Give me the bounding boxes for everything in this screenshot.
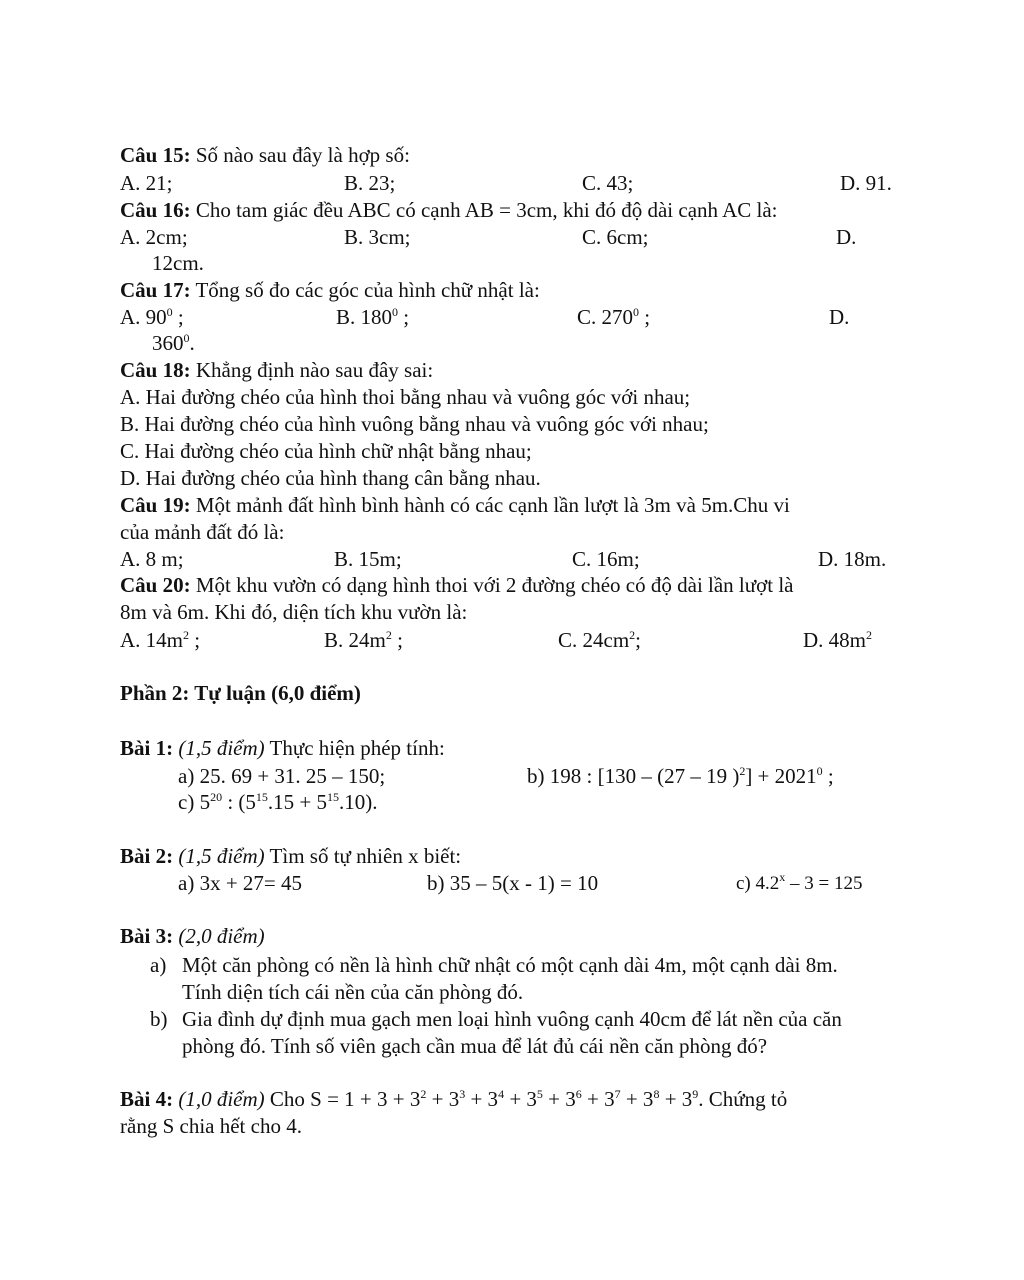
question-text-continued: 8m và 6m. Khi đó, diện tích khu vườn là: <box>120 600 468 624</box>
question-16 <box>120 197 778 224</box>
question-text-continued: của mảnh đất đó là: <box>120 520 285 544</box>
exercise-label: Bài 4: <box>120 1087 174 1111</box>
question-label: Câu 17: <box>120 278 191 302</box>
exercise-4-line-2: rằng S chia hết cho 4. <box>120 1114 302 1138</box>
exercise-text: Tìm số tự nhiên x biết: <box>264 844 462 868</box>
exercise-3-b-line-2: phòng đó. Tính số viên gạch cần mua để lát đủ cái nền căn phòng đó? <box>182 1034 768 1058</box>
option-b: B. $180^0$ ; <box>336 305 410 329</box>
section-heading: Phần 2: Tự luận (6,0 điểm) <box>120 681 361 705</box>
question-18 <box>120 357 433 384</box>
exercise-3 <box>120 923 265 950</box>
exercise-score: (1,0 điểm) <box>173 1087 265 1111</box>
question-text: Một mảnh đất hình bình hành có các cạnh lần lượt là 3m và 5m.Chu vi <box>190 493 790 517</box>
question-text: Khẳng định nào sau đây sai: <box>190 358 434 382</box>
question-label: Câu 15: <box>120 143 191 167</box>
option-d: D. <box>829 305 850 329</box>
question-20 <box>120 572 794 599</box>
option-d: D. 18m. <box>818 547 887 571</box>
question-text: Tổng số đo các góc của hình chữ nhật là: <box>190 278 540 302</box>
option-c: C. 43; <box>582 171 634 195</box>
exercise-label: Bài 2: <box>120 844 174 868</box>
question-label: Câu 18: <box>120 358 191 382</box>
question-label: Câu 20: <box>120 573 191 597</box>
option-a: A. $14m^2$ ; <box>120 628 201 652</box>
option-b: B. 15m; <box>334 547 402 571</box>
exercise-1-a: a) 25. 69 + 31. 25 – 150; <box>178 764 386 788</box>
exercise-3-a-line-2: Tính diện tích cái nền của căn phòng đó. <box>182 980 524 1004</box>
exercise-score: (2,0 điểm) <box>173 924 265 948</box>
question-text: Số nào sau đây là hợp số: <box>190 143 410 167</box>
exercise-score: (1,5 điểm) <box>173 736 265 760</box>
question-19 <box>120 492 790 519</box>
exercise-3-a-line-1: Một căn phòng có nền là hình chữ nhật có một cạnh dài 4m, một cạnh dài 8m. <box>182 953 838 977</box>
option-c: C. $270^0$ ; <box>577 305 651 329</box>
exercise-2-b: b) 35 – 5(x - 1) = 10 <box>427 871 599 895</box>
option-a: A. 2cm; <box>120 225 188 249</box>
option-d-continued: 12cm. <box>152 251 204 275</box>
exercise-2-a: a) 3x + 27= 45 <box>178 871 303 895</box>
option-d: D. Hai đường chéo của hình thang cân bằng nhau. <box>120 466 541 490</box>
question-17 <box>120 277 540 304</box>
exercise-text: Cho $S = 1 + 3 + 3^2 + 3^3 + 3^4 + 3^5 + 3^6 + 3^7 + 3^8 + 3^9$. Chứng tỏ <box>264 1087 788 1111</box>
exercise-text: Thực hiện phép tính: <box>264 736 445 760</box>
option-b: B. 23; <box>344 171 396 195</box>
exercise-3-b-line-1: Gia đình dự định mua gạch men loại hình vuông cạnh 40cm để lát nền của căn <box>182 1007 842 1031</box>
exercise-label: Bài 1: <box>120 736 174 760</box>
option-b: B. $24m^2$ ; <box>324 628 403 652</box>
question-label: Câu 16: <box>120 198 191 222</box>
exercise-2 <box>120 843 461 870</box>
question-15 <box>120 142 410 169</box>
option-b: B. Hai đường chéo của hình vuông bằng nhau và vuông góc với nhau; <box>120 412 709 436</box>
exercise-label: Bài 3: <box>120 924 174 948</box>
question-text: Một khu vườn có dạng hình thoi với 2 đường chéo có độ dài lần lượt là <box>190 573 794 597</box>
option-a: A. 21; <box>120 171 173 195</box>
exercise-4 <box>120 1086 787 1113</box>
exercise-1 <box>120 735 445 762</box>
option-d: D. $48m^2$ <box>803 628 872 652</box>
option-d: D. <box>836 225 857 249</box>
question-label: Câu 19: <box>120 493 191 517</box>
question-text: Cho tam giác đều ABC có cạnh AB = 3cm, khi đó độ dài cạnh AC là: <box>190 198 778 222</box>
option-a: A. 8 m; <box>120 547 184 571</box>
option-b: B. 3cm; <box>344 225 411 249</box>
exercise-3-b-marker: b) <box>150 1007 168 1031</box>
option-a: A. $90^0$ ; <box>120 305 184 329</box>
exercise-1-c: c) $5^{20}$ : $(5^{15}.15 + 5^{15}.10)$. <box>178 790 378 814</box>
option-d: D. 91. <box>840 171 892 195</box>
option-c: C. $24cm^2$; <box>558 628 642 652</box>
option-a: A. Hai đường chéo của hình thoi bằng nhau và vuông góc với nhau; <box>120 385 691 409</box>
exercise-1-b: b) 198 : [130 – (27 – 19 )$^2] + 2021^0$ ; <box>527 764 834 788</box>
exercise-score: (1,5 điểm) <box>173 844 265 868</box>
option-c: C. Hai đường chéo của hình chữ nhật bằng nhau; <box>120 439 532 463</box>
exercise-2-c: c) 4.2$^x$ – 3 = 125 <box>736 870 863 894</box>
option-c: C. 16m; <box>572 547 640 571</box>
option-c: C. 6cm; <box>582 225 649 249</box>
option-d-continued: $360^0$. <box>152 331 195 355</box>
exercise-3-a-marker: a) <box>150 953 167 977</box>
